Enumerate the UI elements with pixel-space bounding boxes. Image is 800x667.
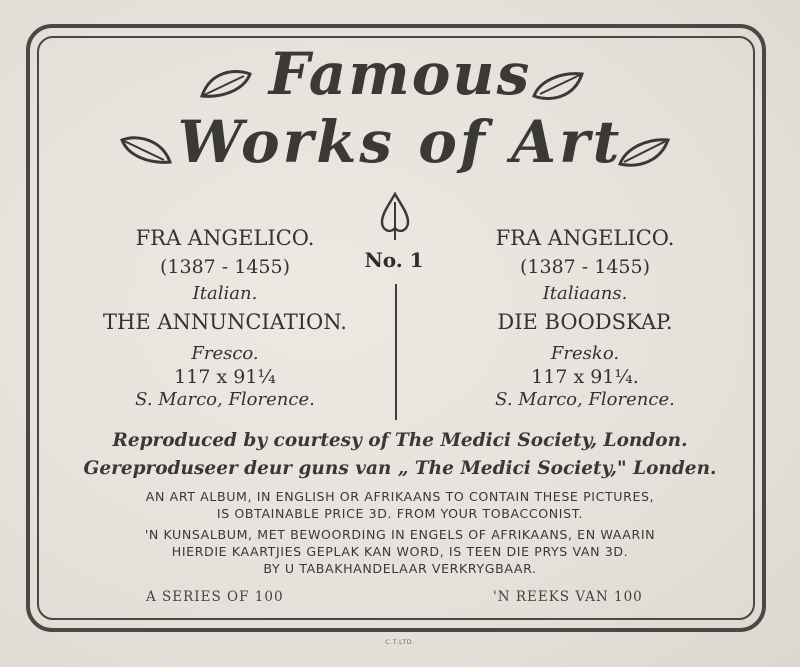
album-notice-en-line: IS OBTAINABLE PRICE 3D. FROM YOUR TOBACCONIST. [216,506,584,521]
series-afrikaans: 'N REEKS VAN 100 [493,589,643,605]
nationality: Italian. [192,283,258,304]
leaf-icon [118,132,174,166]
leaf-icon [616,136,672,170]
nationality: Italiaans. [542,283,628,304]
artist-dates: (1387 - 1455) [519,256,651,278]
artist-name: FRA ANGELICO. [495,226,675,250]
location: S. Marco, Florence. [495,389,675,410]
english-column [60,224,390,414]
afrikaans-column [420,224,750,414]
medium: Fresco. [191,343,259,364]
leaf-icon [530,70,586,104]
artist-name: FRA ANGELICO. [135,226,315,250]
printer-mark: C.T.LTD. [385,638,415,646]
series-english: A SERIES OF 100 [146,589,284,605]
album-notice-af-line: 'N KUNSALBUM, MET BEWOORDING IN ENGELS OF AFRIKAANS, EN WAARIN [144,527,656,542]
dimensions: 117 x 91¼. [531,366,639,388]
title-line-1: Famous [268,40,532,108]
leaf-icon [198,66,254,100]
card-number: No. 1 [364,248,424,272]
center-divider [395,284,397,420]
album-notice-af-line: HIERDIE KAARTJIES GEPLAK KAN WORD, IS TEEN DIE PRYS VAN 3D. [171,544,629,559]
credit-afrikaans: Gereproduseer deur guns van „ The Medici Society," Londen. [83,458,717,479]
credit-english: Reproduced by courtesy of The Medici Society, London. [112,430,688,451]
location: S. Marco, Florence. [135,389,315,410]
title-line-2: Works of Art [177,108,623,176]
album-notice-af-line: BY U TABAKHANDELAAR VERKRYGBAAR. [263,561,537,576]
dimensions: 117 x 91¼ [174,366,276,388]
album-notice-en-line: AN ART ALBUM, IN ENGLISH OR AFRIKAANS TO CONTAIN THESE PICTURES, [145,489,655,504]
work-title: THE ANNUNCIATION. [103,310,347,334]
artist-dates: (1387 - 1455) [159,256,291,278]
work-title: DIE BOODSKAP. [497,310,673,334]
medium: Fresko. [550,343,620,364]
